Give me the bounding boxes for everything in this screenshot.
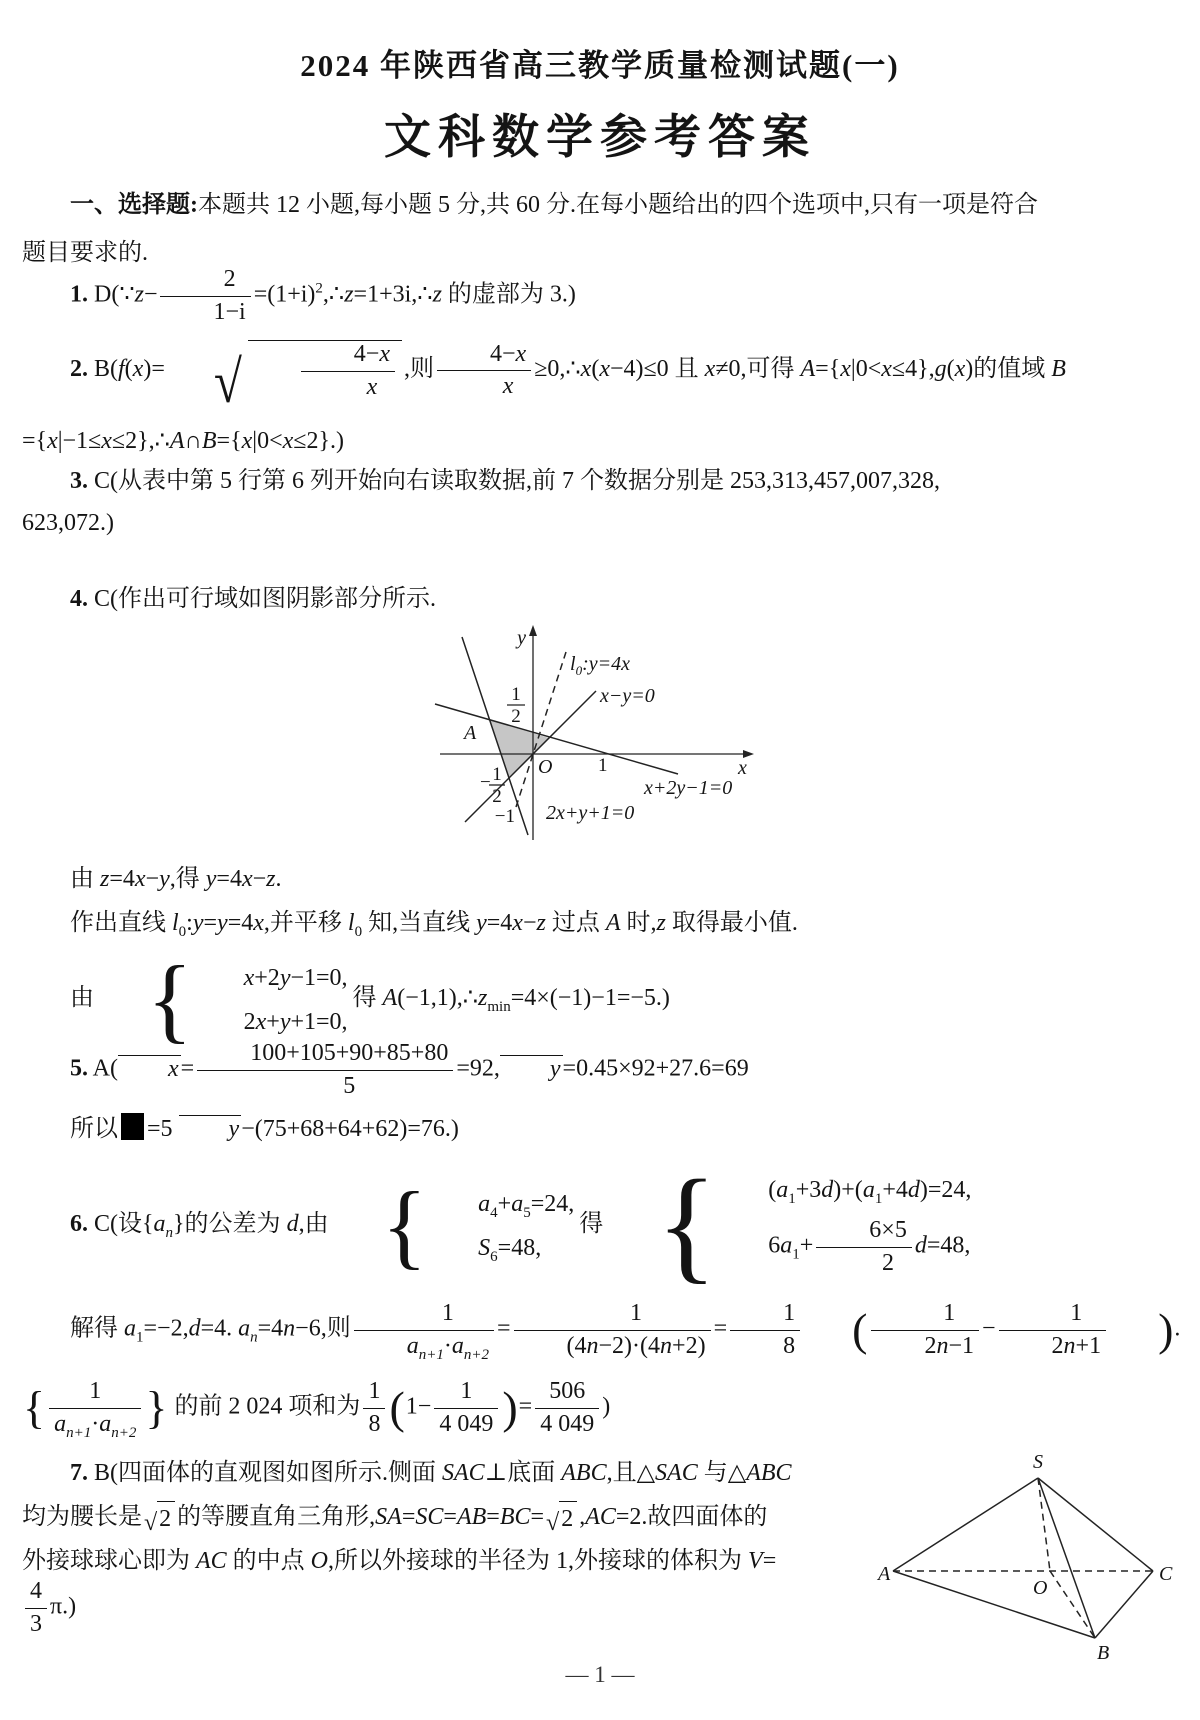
svg-text:2: 2 <box>511 706 521 727</box>
line-2xy-label: 2x+y+1=0 <box>546 802 635 824</box>
fraction: $\frac{1}{2n-1}$ <box>871 1300 979 1360</box>
answer-7-line-2: 均为腰长是 √ 2 的等腰直角三角形,SA=SC=AB=BC= √ 2 ,AC=2.故四面体的 <box>22 1500 872 1536</box>
sol-4-line-3: 由 { x+2y−1=0, 2x+y+1=0, 得 $A(-1,1),\therefore z_{min}=4\times(-1)-1=-5$.) <box>70 946 670 1052</box>
tick-neg1-label: −1 <box>494 806 515 827</box>
fraction: $\frac{1}{8}$ <box>363 1378 385 1438</box>
fraction: $\frac{6\times 5}{2}$ <box>816 1217 912 1277</box>
system-brace: { <box>147 946 193 1052</box>
big-delimiter: ) <box>1158 1303 1174 1355</box>
radical-sign: √ <box>546 1509 560 1536</box>
redacted-block <box>121 1113 144 1140</box>
point-a-label: A <box>464 722 477 744</box>
page-number: — 1 — <box>565 1662 635 1687</box>
fraction: $\frac{1}{a_{n+1}\cdot a_{n+2}}$ <box>354 1300 494 1360</box>
page-title: 2024 年陕西省高三教学质量检测试题(一) <box>300 48 900 83</box>
answer-7-line-3: 外接球球心即为 AC 的中点 O,所以外接球的半径为 1,外接球的体积为 V= <box>22 1548 777 1574</box>
equation-system: { x+2y−1=0, 2x+y+1=0, <box>99 952 348 1047</box>
vertex-b-label: B <box>1097 1642 1110 1664</box>
x-axis-label: x <box>738 757 747 779</box>
answer-6-line-3: { $\frac{1}{a_{n+1}\cdot a_{n+2}}$ } 的前 2 024 项和为 $\frac{1}{8}$ (1− $\frac{1}{4 049}$ )= $\frac{506}{4 049}$ ) <box>23 1378 611 1441</box>
sol-4-line-1: 由 z=4x−y,得 y=4x−z. <box>70 866 282 892</box>
midpoint-o-label: O <box>1033 1577 1048 1599</box>
big-delimiter: } <box>145 1381 168 1433</box>
vertex-a-label: A <box>878 1563 891 1585</box>
radical: √ 2 <box>144 1501 175 1536</box>
fraction: $\frac{100+105+90+85+80}{5}$ <box>197 1040 453 1100</box>
system-brace: { <box>381 1172 428 1278</box>
y-axis-arrow <box>529 625 537 636</box>
fraction: $\frac{1}{2n+1}$ <box>999 1300 1107 1360</box>
intro-line-2: 题目要求的. <box>22 240 148 266</box>
fraction: $\frac{1}{8}$ <box>730 1300 800 1360</box>
line-x2y-label: x+2y−1=0 <box>644 777 733 799</box>
system-brace: { <box>656 1155 718 1295</box>
radical <box>167 340 402 416</box>
answer-7-line-4: $\frac{4}{3}$ π.) <box>22 1578 76 1638</box>
sol-4-line-2: 作出直线 $l_0:y=y=4x$,并平移 $l_0$ 知,当直线 y=4x−z 过点 A 时,z 取得最小值. <box>70 910 798 940</box>
big-delimiter: { <box>23 1381 46 1433</box>
svg-text:1: 1 <box>492 764 502 785</box>
fraction: $\frac{1}{(4n-2)\cdot(4n+2)}$ <box>514 1300 711 1360</box>
answer-5-line-2: 所以 =5 y−(75+68+64+62)=76.) <box>22 1112 459 1146</box>
vertex-c-label: C <box>1159 1563 1173 1585</box>
radical: √ 2 <box>546 1501 577 1536</box>
fraction: $\frac{4}{3}$ <box>25 1578 47 1638</box>
svg-text:−: − <box>480 772 491 793</box>
figure-tetrahedron <box>866 1450 1176 1673</box>
svg-text:2: 2 <box>492 786 502 807</box>
overline: y <box>179 1115 242 1142</box>
answer-7-line-1: 7. B(四面体的直观图如图所示.侧面 SAC⊥底面 ABC,且△SAC 与△ABC <box>70 1460 792 1486</box>
big-delimiter: ( <box>852 1303 868 1355</box>
segment-ob-dashed <box>1050 1571 1095 1638</box>
fraction: $\frac{1}{a_{n+1}\cdot a_{n+2}}$ <box>49 1378 141 1438</box>
answer-3-line-1: 3. C(从表中第 5 行第 6 列开始向右读取数据,前 7 个数据分别是 253,313,457,007,328, <box>70 468 940 494</box>
fraction: $\frac{4-x}{x}$ <box>301 341 395 401</box>
answer-2-line-1: 2. B(f(x)= √ $\frac{4-x}{x}$ ,则 $\frac{4-x}{x}$ ≥0,∴x(x−4)≤0 且 x≠0,可得 A={x|0<x≤4},g(x)的值域 B <box>70 340 1066 416</box>
segment-so-dashed <box>1038 1478 1050 1571</box>
origin-label: O <box>538 756 553 778</box>
y-axis-label: y <box>517 627 526 649</box>
radical-sign: √ <box>213 349 242 416</box>
tick-neg-half-label <box>480 764 505 807</box>
fraction: $\frac{2}{1-i}$ <box>160 266 250 326</box>
vertex-s-label: S <box>1033 1451 1043 1473</box>
edge-cb <box>1095 1571 1153 1638</box>
tick-half-label <box>507 684 525 727</box>
line-xy-label: x−y=0 <box>600 685 655 707</box>
intro-line-1: 一、选择题:本题共 12 小题,每小题 5 分,共 60 分.在每小题给出的四个选项中,只有一项是符合 <box>70 192 1038 218</box>
fraction: $\frac{506}{4 049}$ <box>535 1378 599 1438</box>
tick-1-label: 1 <box>598 755 608 776</box>
fraction: $\frac{4-x}{x}$ <box>437 341 531 401</box>
l0-line-label: $l_0:y=4x$ <box>570 653 630 678</box>
overline: x <box>118 1055 181 1082</box>
answer-3-line-2: 623,072.) <box>22 510 114 536</box>
figure-linear-programming <box>420 622 760 849</box>
answer-2-line-2: ={x|−1≤x≤2},∴A∩B={x|0<x≤2}.) <box>22 428 344 454</box>
radical-sign: √ <box>144 1509 158 1536</box>
answer-6-line-2: 解得 $a_1=-2,d=4$. $a_n=4n-6$,则 $\frac{1}{a_{n+1}\cdot a_{n+2}}$ = $\frac{1}{(4n-2)\cdot(4n+2)}$ = $\frac{1}{8}$ ( $\frac{1}{2n-1}$ − $\frac{1}{2n+1}$ ). <box>70 1300 1181 1363</box>
answer-1: 1. D(∵z− $\frac{2}{1-i}$ $=(1+i)^2,\therefore z=1+3i,\therefore z$ 的虚部为 3.) <box>70 266 576 325</box>
answer-6-line-1: 6. C(设$\{a_n\}$的公差为 d,由 { $a_4+a_5=24$, $S_6=48$, 得 { $(a_1+3d)+(a_1+4d)=24$, $6a_1+$ $\frac{6\times 5}{2}$ d=48, <box>70 1155 972 1295</box>
edge-ab <box>893 1571 1095 1638</box>
answer-4: 4. C(作出可行域如图阴影部分所示. <box>70 586 436 612</box>
answer-5-line-1: 5. A( x= $\frac{100+105+90+85+80}{5}$ =92, y=0.45×92+27.6=69 <box>70 1040 749 1099</box>
fraction: $\frac{1}{4 049}$ <box>434 1378 498 1438</box>
svg-text:1: 1 <box>511 684 521 705</box>
overline: y <box>500 1055 563 1082</box>
big-delimiter: ) <box>502 1381 518 1433</box>
equation-system: { $(a_1+3d)+(a_1+4d)=24$, $6a_1+$ $\frac{6\times 5}{2}$ d=48, <box>608 1162 971 1289</box>
equation-system: { $a_4+a_5=24$, $S_6=48$, <box>334 1178 575 1273</box>
edge-sa <box>893 1478 1038 1571</box>
document-title: 文科数学参考答案 <box>384 112 816 164</box>
big-delimiter: ( <box>389 1381 405 1433</box>
